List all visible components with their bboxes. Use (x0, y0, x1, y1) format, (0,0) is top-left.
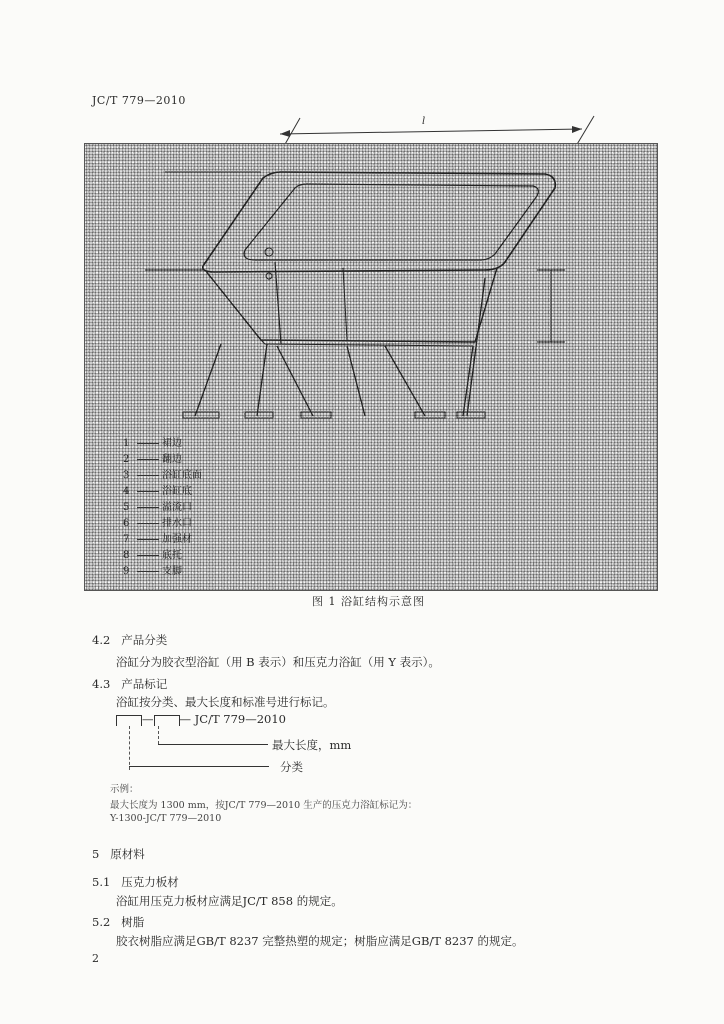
class-box (116, 715, 142, 726)
section-4-3-heading: 4.3 产品标记 (92, 677, 168, 691)
legend-item: 3 浴缸底面 (123, 470, 202, 481)
section-5-2-heading: 5.2 树脂 (92, 915, 145, 929)
legend-item: 5 溢流口 (123, 502, 192, 513)
length-box (154, 715, 180, 726)
legend-item: 2 翻边 (123, 454, 182, 465)
section-5-1-text: 浴缸用压克力板材应满足JC/T 858 的规定。 (116, 894, 343, 908)
legend-item: 8 底托 (123, 550, 182, 561)
bathtub-structure-figure (84, 143, 658, 591)
legend-item: 4 浴缸底 (123, 486, 192, 497)
section-5-1-heading: 5.1 压克力板材 (92, 875, 179, 889)
page-number: 2 (92, 952, 99, 965)
length-leader-vertical (158, 726, 159, 744)
standard-code-header: JC/T 779—2010 (92, 94, 186, 107)
class-leader-horizontal (129, 766, 269, 767)
figure-caption: 图 1 浴缸结构示意图 (312, 595, 425, 608)
section-5-heading: 5 原材料 (92, 847, 145, 861)
legend-item: 7 加强材 (123, 534, 192, 545)
class-label: 分类 (280, 760, 303, 774)
legend-item: 1 裙边 (123, 438, 182, 449)
legend-item: 9 支脚 (123, 566, 182, 577)
dimension-label: l (422, 116, 426, 127)
section-4-2-heading: 4.2 产品分类 (92, 633, 168, 647)
length-leader-horizontal (158, 744, 268, 745)
example-text: 最大长度为 1300 mm，按JC/T 779—2010 生产的压克力浴缸标记为： (110, 800, 418, 811)
max-length-label: 最大长度，mm (272, 738, 352, 752)
legend-item: 6 排水口 (123, 518, 192, 529)
section-4-3-text: 浴缸按分类、最大长度和标准号进行标记。 (116, 695, 335, 709)
example-mark: Y-1300-JC/T 779—2010 (110, 813, 222, 824)
marking-template: — — JC/T 779—2010 (116, 712, 286, 726)
example-title: 示例： (110, 784, 139, 795)
class-leader-vertical (129, 726, 130, 770)
dimension-line (270, 112, 610, 146)
section-5-2-text: 胶衣树脂应满足GB/T 8237 完整热塑的规定；树脂应满足GB/T 8237 的规定。 (116, 934, 524, 948)
section-4-2-text: 浴缸分为胶衣型浴缸（用 B 表示）和压克力浴缸（用 Y 表示）。 (116, 655, 440, 669)
